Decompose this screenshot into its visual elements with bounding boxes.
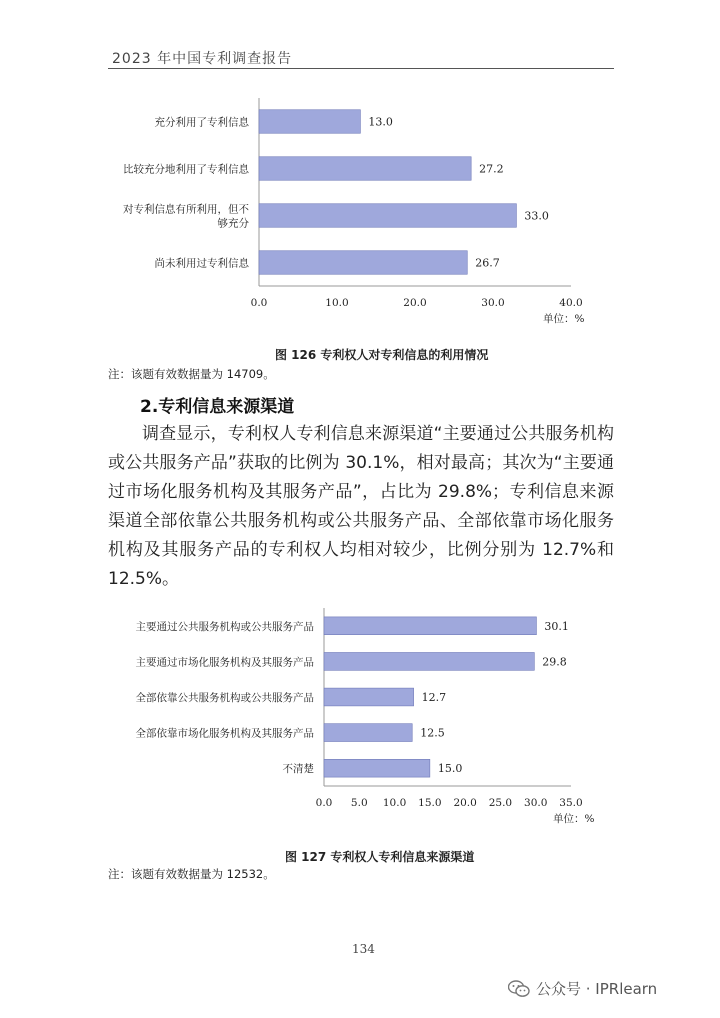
category-label-0: 主要通过公共服务机构或公共服务产品 bbox=[135, 620, 314, 633]
section-paragraph: 调查显示，专利权人专利信息来源渠道“主要通过公共服务机构或公共服务产品”获取的比例为 30.1%，相对最高；其次为“主要通过市场化服务机构及其服务产品”，占比为 29.8%；专利信息来源渠道全部依靠公共服务机构或公共服务产品、全部依靠市场化服务机构及其服务产品的专利权人均相对较少，比例分别为 12.7%和 12.5%。 bbox=[108, 424, 614, 589]
figure-127-note: 注：该题有效数据量为 12532。 bbox=[108, 867, 275, 881]
wechat-icon bbox=[508, 980, 530, 998]
category-label-3: 尚未利用过专利信息 bbox=[154, 257, 249, 270]
tick-label-2: 20.0 bbox=[403, 297, 427, 309]
value-label-2: 12.7 bbox=[421, 691, 447, 704]
tick-label-3: 30.0 bbox=[481, 297, 505, 309]
category-label-2-line-1: 够充分 bbox=[217, 217, 249, 230]
category-label-2: 全部依靠公共服务机构或公共服务产品 bbox=[135, 692, 314, 704]
tick-label-3: 15.0 bbox=[418, 797, 442, 809]
tick-label-4: 20.0 bbox=[453, 797, 477, 809]
watermark bbox=[508, 978, 657, 999]
figure-127-chart bbox=[0, 602, 720, 832]
watermark-text: 公众号 · IPRlearn bbox=[536, 980, 658, 998]
tick-label-0: 0.0 bbox=[315, 797, 333, 809]
unit-label: 单位：% bbox=[553, 813, 595, 825]
tick-label-7: 35.0 bbox=[559, 797, 583, 809]
figure-126-caption: 图 126 专利权人对专利信息的利用情况 bbox=[275, 348, 489, 362]
category-label-1: 主要通过市场化服务机构及其服务产品 bbox=[135, 656, 314, 669]
value-label-1: 27.2 bbox=[479, 162, 504, 176]
category-label-1: 比较充分地利用了专利信息 bbox=[123, 163, 249, 176]
value-label-2: 33.0 bbox=[524, 209, 549, 223]
tick-label-6: 30.0 bbox=[524, 797, 548, 809]
bar-2 bbox=[259, 204, 516, 228]
tick-label-2: 10.0 bbox=[382, 797, 407, 809]
bar-0 bbox=[324, 617, 536, 635]
tick-label-4: 40.0 bbox=[559, 297, 583, 309]
page-number: 134 bbox=[352, 942, 375, 956]
category-label-2-line-0: 对专利信息有所利用，但不 bbox=[123, 203, 249, 216]
value-label-3: 12.5 bbox=[420, 726, 445, 740]
figure-126-chart bbox=[0, 90, 720, 330]
bar-3 bbox=[259, 251, 467, 275]
bar-2 bbox=[324, 688, 414, 706]
tick-label-0: 0.0 bbox=[250, 297, 268, 309]
tick-label-1: 5.0 bbox=[350, 797, 368, 809]
category-label-3: 全部依靠市场化服务机构及其服务产品 bbox=[135, 727, 314, 740]
value-label-0: 13.0 bbox=[368, 115, 393, 129]
category-label-4: 不清楚 bbox=[282, 763, 314, 776]
tick-label-1: 10.0 bbox=[325, 297, 349, 309]
figure-127-caption: 图 127 专利权人专利信息来源渠道 bbox=[285, 850, 475, 864]
section-title: 2.专利信息来源渠道 bbox=[140, 397, 295, 417]
report-header: 2023 年中国专利调查报告 bbox=[112, 51, 293, 67]
unit-label: 单位：% bbox=[543, 313, 585, 325]
value-label-4: 15.0 bbox=[437, 762, 463, 776]
tick-label-5: 25.0 bbox=[488, 797, 513, 809]
bar-1 bbox=[259, 157, 471, 181]
figure-126-note: 注：该题有效数据量为 14709。 bbox=[108, 367, 275, 381]
value-label-3: 26.7 bbox=[475, 256, 500, 270]
category-label-0: 充分利用了专利信息 bbox=[154, 116, 249, 129]
bar-4 bbox=[324, 759, 430, 777]
value-label-1: 29.8 bbox=[542, 655, 567, 669]
bar-1 bbox=[324, 653, 534, 671]
bar-3 bbox=[324, 724, 412, 742]
value-label-0: 30.1 bbox=[544, 619, 569, 633]
bar-0 bbox=[259, 110, 360, 134]
header-divider bbox=[108, 68, 614, 69]
